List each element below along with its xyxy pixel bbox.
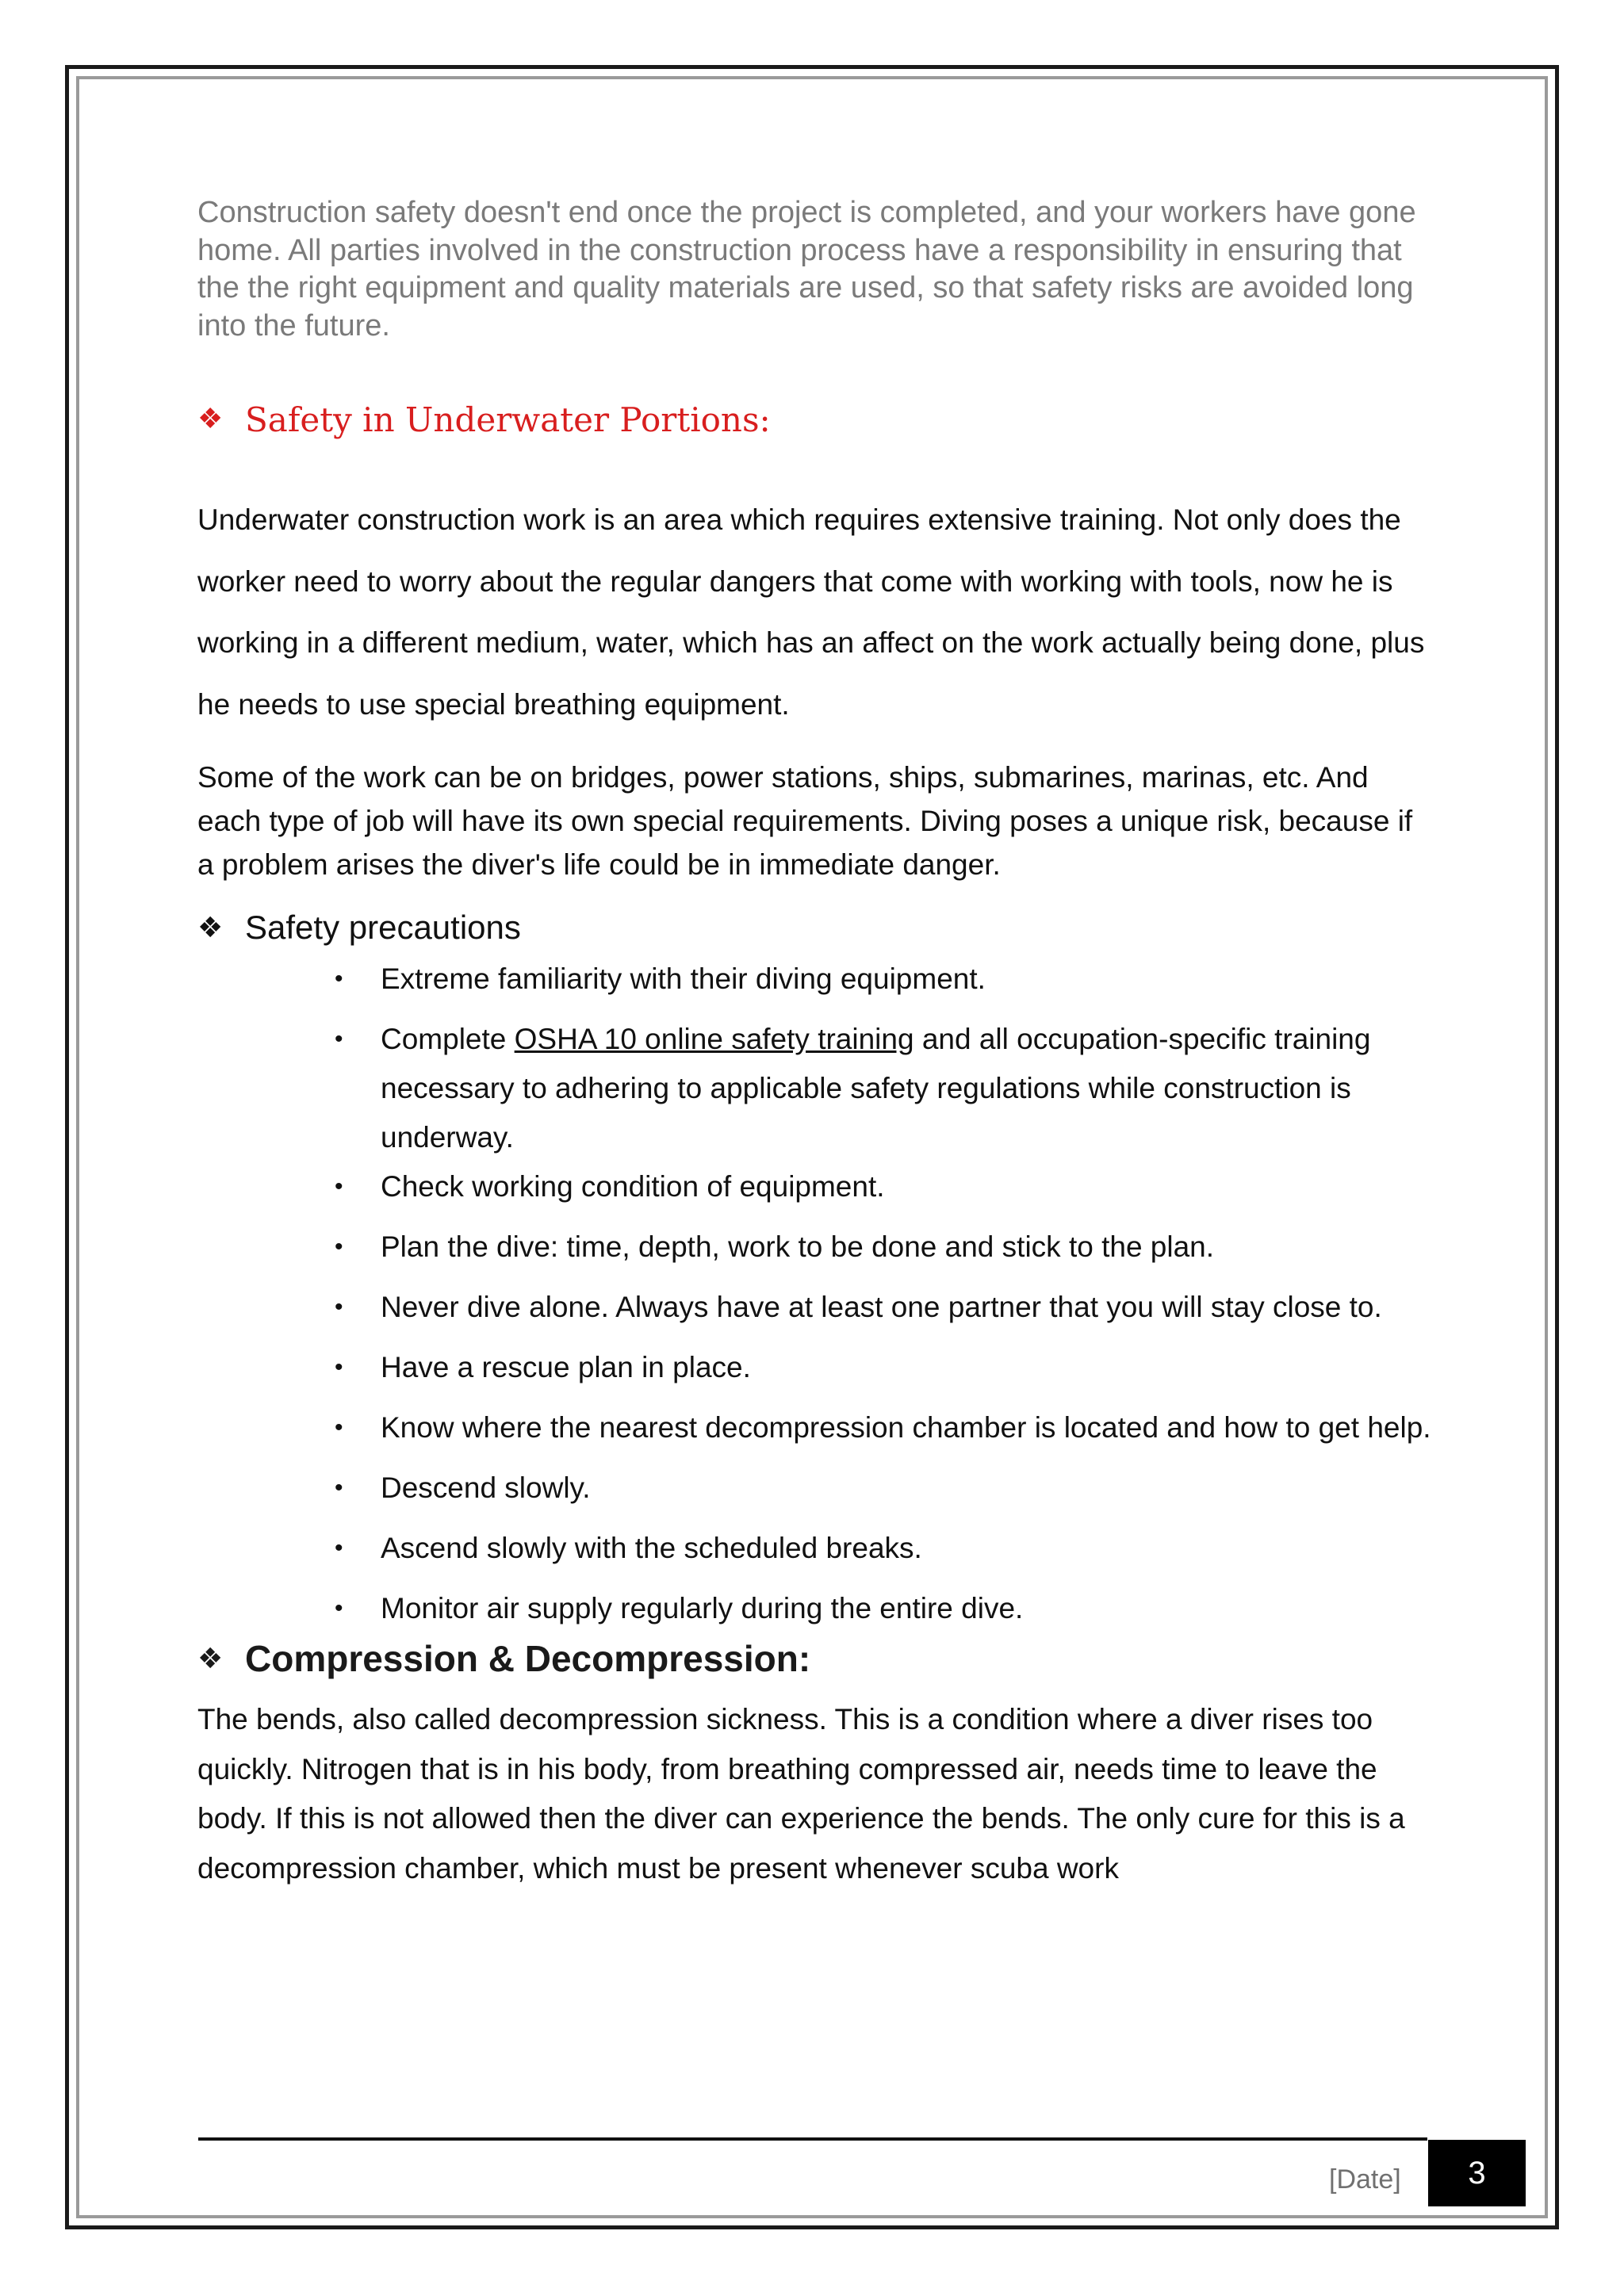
page-number: 3: [1468, 2155, 1486, 2191]
precautions-list: [197, 955, 1434, 1633]
list-item: • Never dive alone. Always have at least one partner that you will stay close to.: [381, 1283, 1434, 1332]
bullet-dot-icon: •: [335, 966, 343, 992]
compression-paragraph: The bends, also called decompression sickness. This is a condition where a diver rises too quickly. Nitrogen that is in his body, from breathing compressed air, needs time to leave the body. If this is not allowed then the diver can experience the bends. The only cure for this is a decompression chamber, which must be present whenever scuba work: [197, 1703, 1405, 1885]
list-item: • Know where the nearest decompression chamber is located and how to get help.: [381, 1403, 1434, 1452]
section-title-underwater: Safety in Underwater Portions:: [245, 400, 771, 439]
footer-rule: [198, 2137, 1427, 2141]
bullet-dot-icon: •: [335, 1294, 343, 1320]
section-heading-precautions: [197, 905, 1434, 950]
bullet-dot-icon: •: [335, 1535, 343, 1561]
diamond-bullet-icon: ❖: [197, 911, 224, 943]
bullet-dot-icon: •: [335, 1595, 343, 1621]
diamond-bullet-icon: ❖: [197, 403, 224, 435]
list-item: • Check working condition of equipment.: [381, 1162, 1434, 1211]
section-title-precautions: Safety precautions: [245, 909, 521, 946]
bullet-dot-icon: •: [335, 1475, 343, 1501]
bullet-dot-icon: •: [335, 1234, 343, 1260]
bullet-dot-icon: •: [335, 1173, 343, 1200]
section-heading-underwater: [197, 396, 1434, 443]
footer-date: [Date]: [1329, 2164, 1401, 2195]
bullet-dot-icon: •: [335, 1026, 343, 1052]
list-item: • Complete OSHA 10 online safety training and all occupation-specific training necessary to adhering to applicable safety regulations while construction is underway.: [381, 1015, 1434, 1162]
diamond-bullet-icon: ❖: [197, 1642, 224, 1674]
list-item: • Extreme familiarity with their diving equipment.: [381, 955, 1434, 1004]
list-item: • Have a rescue plan in place.: [381, 1343, 1434, 1392]
underwater-paragraph-1: Underwater construction work is an area which requires extensive training. Not only does the worker need to worry about the regular dangers that come with working with tools, now he is working in a different medium, water, which has an affect on the work actually being done, plus he needs to use special breathing equipment.: [197, 503, 1425, 721]
osha-training-link[interactable]: OSHA 10 online safety training: [514, 1023, 914, 1055]
page-number-badge: [1428, 2140, 1526, 2206]
list-item: • Plan the dive: time, depth, work to be done and stick to the plan.: [381, 1223, 1434, 1272]
underwater-paragraph-2: Some of the work can be on bridges, power stations, ships, submarines, marinas, etc. And each type of job will have its own special requirements. Diving poses a unique risk, because if a problem arises the diver's life could be in immediate danger.: [197, 761, 1413, 881]
section-title-compression: Compression & Decompression:: [245, 1638, 811, 1679]
page-content: [197, 194, 1434, 1893]
bullet-dot-icon: •: [335, 1414, 343, 1441]
intro-paragraph: Construction safety doesn't end once the project is completed, and your workers have gone home. All parties involved in the construction process have a responsibility in ensuring that the the right equipment and quality materials are used, so that safety risks are avoided long into the future.: [197, 196, 1416, 342]
section-heading-compression: [197, 1633, 1434, 1684]
list-item: • Ascend slowly with the scheduled breaks.: [381, 1524, 1434, 1573]
list-item: • Descend slowly.: [381, 1464, 1434, 1513]
bullet-dot-icon: •: [335, 1354, 343, 1380]
list-item: • Monitor air supply regularly during the entire dive.: [381, 1584, 1434, 1633]
